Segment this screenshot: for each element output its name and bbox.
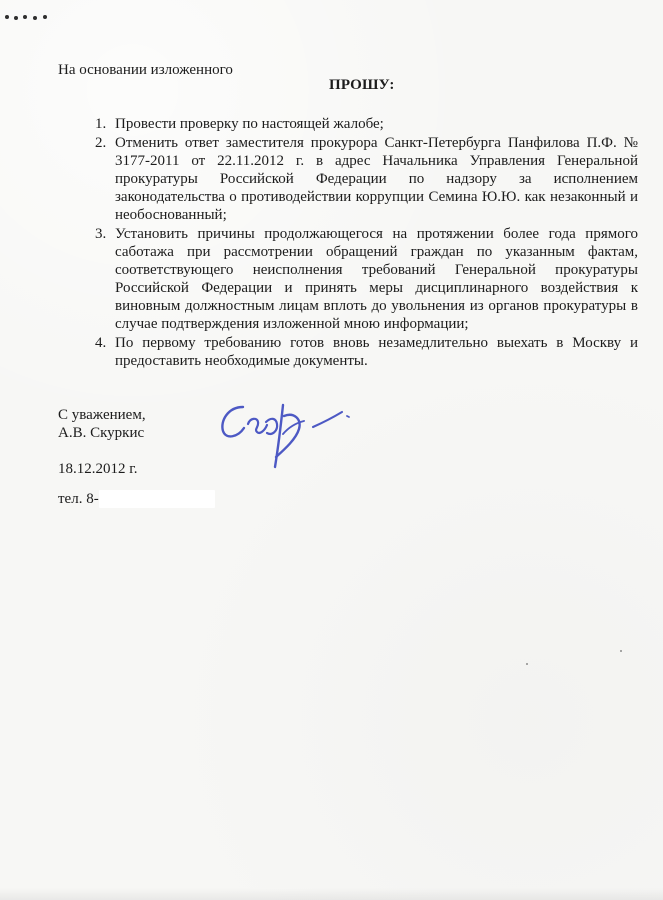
request-text: Отменить ответ заместителя прокурора Санкт-Петербурга Панфилова П.Ф. № 3177-2011 от 22.11.2012 г. в адрес Начальника Управления Генеральной прокуратуры Российской Федерации по надзору за исполнением законодательства о противодействии коррупции Семина Ю.Ю. как незаконный и необоснованный; — [115, 135, 638, 223]
scan-mark — [23, 15, 27, 19]
phone-redaction — [99, 490, 215, 508]
request-title: ПРОШУ: — [329, 77, 395, 93]
closing-line: С уважением, — [58, 407, 146, 423]
request-item — [95, 225, 638, 333]
request-text: По первому требованию готов вновь незамедлительно выехать в Москву и предоставить необходимые документы. — [115, 335, 638, 369]
closing-block — [58, 406, 146, 442]
intro-text: На основании изложенного — [58, 62, 233, 78]
scan-mark — [5, 15, 9, 19]
document-date: 18.12.2012 г. — [58, 461, 138, 477]
request-item — [95, 134, 638, 224]
request-number: 2. — [95, 135, 107, 151]
scan-mark — [33, 16, 37, 20]
request-number: 3. — [95, 226, 107, 242]
request-number: 1. — [95, 116, 107, 132]
phone-line — [58, 490, 215, 508]
signature-icon — [210, 393, 360, 473]
author-name: А.В. Скуркис — [58, 425, 145, 441]
scan-speck — [620, 650, 622, 652]
request-list — [95, 115, 638, 371]
request-item — [95, 334, 638, 370]
scan-mark — [14, 16, 18, 20]
request-item — [95, 115, 638, 133]
phone-prefix: тел. 8- — [58, 491, 99, 507]
scan-speck — [526, 663, 528, 665]
request-text: Провести проверку по настоящей жалобе; — [115, 116, 384, 132]
request-text: Установить причины продолжающегося на протяжении более года прямого саботажа при рассмотрении обращений граждан по указанным фактам, соответствующего неисполнения требований Генеральной прокуратуры Российской Федерации и принять меры дисциплинарного воздействия к виновным должностным лицам вплоть до увольнения из органов прокуратуры в случае подтверждения изложенной мною информации; — [115, 226, 638, 332]
page-shadow — [0, 888, 663, 900]
request-number: 4. — [95, 335, 107, 351]
scan-mark — [43, 15, 47, 19]
scan-marks — [5, 13, 49, 21]
